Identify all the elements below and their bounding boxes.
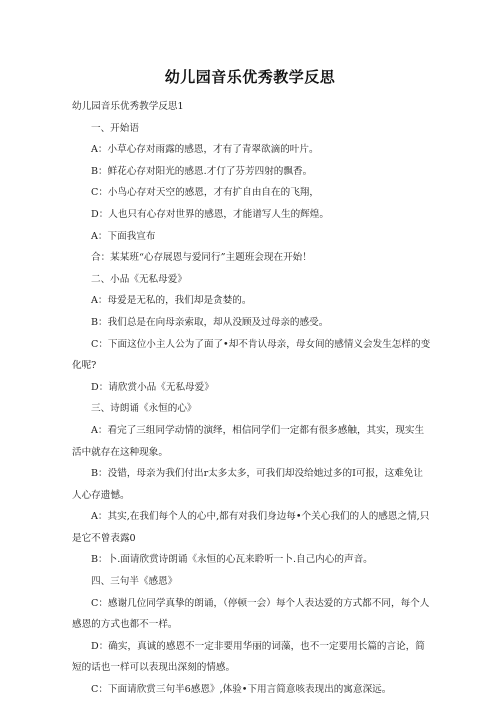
- paragraph: A：母爱是无私的，我们却是贪婪的。: [91, 295, 252, 307]
- paragraph: A：下面我宣布: [91, 230, 156, 242]
- section-heading-poem: 三、诗朗诵《永恒的心》: [91, 403, 197, 415]
- document-body: [72, 96, 432, 701]
- paragraph: D：请欣赏小品《无私母爱》: [91, 381, 214, 393]
- paragraph: A：小草心存对雨露的感恩，才有了青翠欲滴的叶片。: [91, 144, 319, 156]
- section-heading-crosstalk: 四、三句半《感恩》: [91, 576, 178, 588]
- document-title: 幼儿园音乐优秀教学反思: [164, 68, 336, 86]
- paragraph: B：没错，母亲为我们付出r太多太多，可我们却没给她过多的I可报，这难免让人心存遗憾。: [72, 468, 424, 501]
- paragraph: D：确实，真诚的感恩不一定非要用华丽的词藻，也不一定要用长篇的言论，简短的话也一样可以表现出深刻的情感。: [72, 640, 425, 674]
- paragraph: D：人也只有心存对世界的感恩，才能谱写人生的辉煌。: [91, 208, 329, 220]
- paragraph: C：小鸟心存对天空的感恩，才有扩自由自在的飞翔，: [91, 187, 319, 199]
- paragraph: A：看完了三组同学动情的演绎，相信同学们一定都有很多感触，其实，现实生活中就存在这种现象。: [72, 424, 425, 458]
- paragraph: A：其实,在我们每个人的心中,都有对我们身边每•个关心我们的人的感恩之情,只是它不曾表露0: [72, 511, 430, 544]
- paragraph: B：鲜花心存对阳光的感恩.才仃了芬芳四射的飘香。: [91, 165, 313, 177]
- paragraph: B：卜.面请欣赏诗朗诵《永恒的心瓦来聆听一卜.自己内心的声音。: [91, 554, 373, 566]
- paragraph: C：感谢几位同学真挚的朗诵，（停顿一会）每个人表达爱的方式都不同，每个人感恩的方式也都不一样。: [72, 597, 430, 631]
- paragraph: 合：某某班“心存展恩与爱同行”主题班会现在开始！: [91, 252, 312, 264]
- paragraph: C：下面这位小主人公为了面了•却不肯认母亲，母女间的感情义会发生怎样的变化呢?: [72, 338, 431, 372]
- section-heading-skit: 二、小品《无私母爱》: [91, 273, 187, 285]
- paragraph-subtitle: 幼儿园音乐优秀教学反思1: [72, 101, 184, 112]
- paragraph: B：我们总是在向母亲索取，却从没顾及过母亲的感受。: [91, 316, 329, 328]
- paragraph: C：下面请欣赏三句半6感恩》,体验•下用言简意咳表现出的寓意深远。: [91, 684, 392, 696]
- section-heading-opening: 一、开始语: [91, 122, 139, 134]
